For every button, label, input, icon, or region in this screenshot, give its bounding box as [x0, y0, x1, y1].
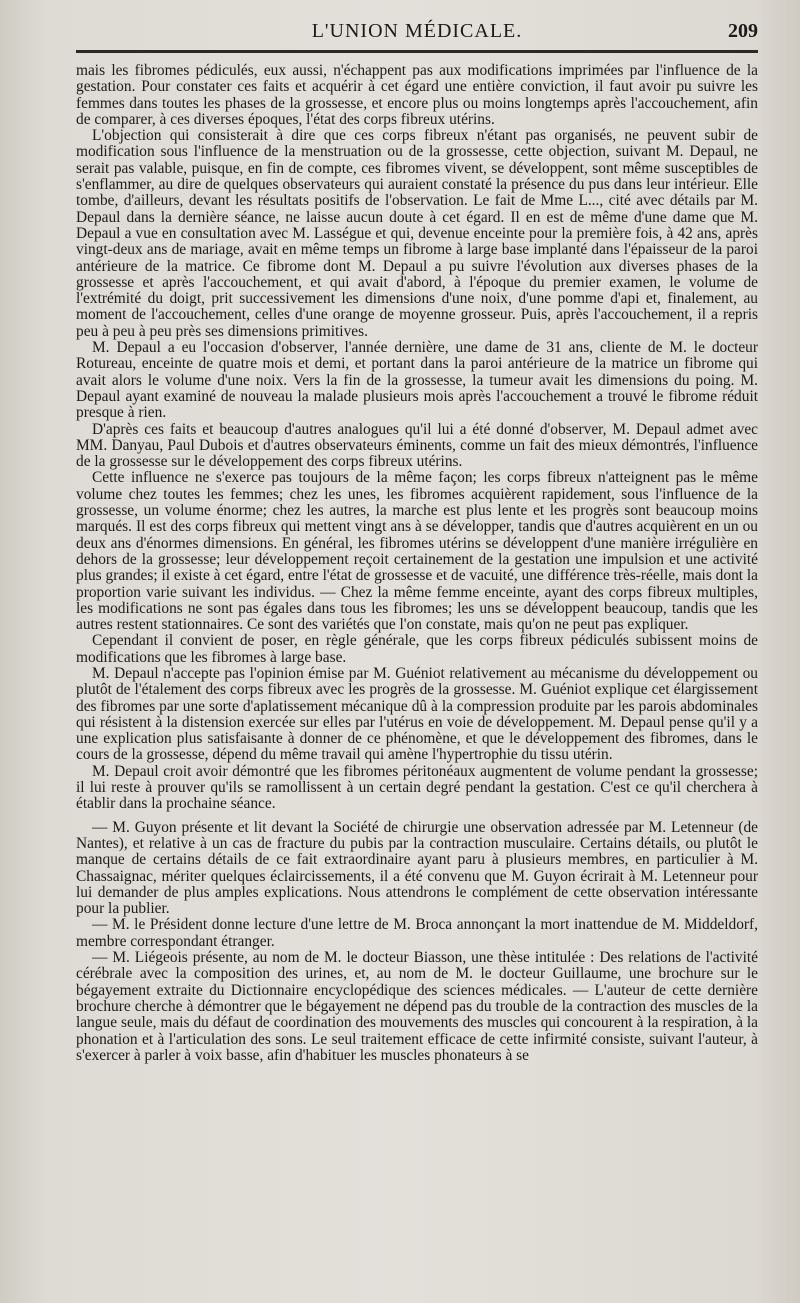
- paragraph-3: M. Depaul a eu l'occasion d'observer, l'année dernière, une dame de 31 ans, cliente de M. le docteur Rotureau, enceinte de quatre mois et demi, et portant dans la paroi antérieure de la matrice un fibrome qui avait alors le volume d'une noix. Vers la fin de la grossesse, la tumeur avait les dimensions du poing. M. Depaul ayant examiné de nouveau la malade plusieurs mois après l'accouchement a trouvé le fibrome réduit presque à rien.: [76, 339, 758, 422]
- paragraph-7: M. Depaul n'accepte pas l'opinion émise par M. Guéniot relativement au mécanisme du développement ou plutôt de l'étalement des corps fibreux avec les progrès de la grossesse. M. Guéniot explique cet élargissement des fibromes par une sorte d'aplatissement mécanique dû à la compression produite par les parois abdominales qui résistent à la distension exercée sur elles par l'utérus en voie de développement. M. Depaul pense qu'il y a une explication plus satisfaisante à donner de ce phénomène, et que le développement des fibromes, dans le cours de la grossesse, dépend du même travail qui amène l'hypertrophie du tissu utérin.: [76, 664, 758, 764]
- paragraph-1: mais les fibromes pédiculés, eux aussi, n'échappent pas aux modifications imprimées par l'influence de la gestation. Pour constater ces faits et acquérir à cet égard une entière conviction, il faut avoir pu suivre les femmes dans toutes les phases de la grossesse, et encore plus ou moins longtemps après l'accouchement, afin de comparer, à ces diverses époques, l'état des corps fibreux utérins.: [76, 62, 758, 128]
- paragraph-4: D'après ces faits et beaucoup d'autres analogues qu'il lui a été donné d'observer, M. Depaul admet avec MM. Danyau, Paul Dubois et d'autres observateurs éminents, comme un fait des mieux démontrés, l'influence de la grossesse sur le développement des corps fibreux utérins.: [76, 420, 758, 471]
- paragraph-5: Cette influence ne s'exerce pas toujours de la même façon; les corps fibreux n'atteignent pas le même volume chez toutes les femmes; chez les unes, les fibromes acquièrent rapidement, sous l'influence de la grossesse, un volume énorme; chez les autres, la marche est plus lente et les progrès sont beaucoup moins marqués. Il est des corps fibreux qui mettent vingt ans à se développer, tandis que d'autres acquièrent en un ou deux ans d'énormes dimensions. En général, les fibromes utérins se développent d'une manière irrégulière en dehors de la grossesse; leur développement reçoit certainement de la gestation une impulsion et une activité plus grandes; il existe à cet égard, entre l'état de grossesse et de vacuité, une différence très-réelle, mais dont la proportion varie suivant les individus. — Chez la même femme enceinte, ayant des corps fibreux multiples, les modifications ne sont pas égales dans tous les fibromes; les uns se développent beaucoup, tandis que les autres restent stationnaires. Ce sont des variétés que l'on constate, mais qu'on ne peut pas expliquer.: [76, 469, 758, 634]
- page-header: [76, 12, 758, 50]
- paragraph-guyon: — M. Guyon présente et lit devant la Société de chirurgie une observation adressée par M. Letenneur (de Nantes), et relative à un cas de fracture du pubis par la contraction musculaire. Certains détails, ou plutôt le manque de certains détails de ce fait extraordinaire ayant paru à plusieurs membres, en particulier à M. Chassaignac, mériter quelques éclaircissements, il a été convenu que M. Guyon écrirait à M. Letenneur pour lui demander de plus amples explications. Nous attendrons le complément de cette observation intéressante pour la publier.: [76, 818, 758, 918]
- header-rule: [76, 50, 758, 53]
- body-text: [76, 63, 758, 1064]
- paragraph-liegeois: — M. Liégeois présente, au nom de M. le docteur Biasson, une thèse intitulée : Des relations de l'activité cérébrale avec la composition des urines, et, au nom de M. le docteur Guillaume, une brochure sur le bégayement extraite du Dictionnaire encyclopédique des sciences médicales. — L'auteur de cette dernière brochure cherche à démontrer que le bégayement ne dépend pas du trouble de la contraction des muscles de la langue seule, mais du défaut de coordination des mouvements des muscles qui concourent à la respiration, à la phonation et à l'articulation des sons. Le seul traitement efficace de cette infirmité consiste, suivant l'auteur, à s'exercer à parler à voix basse, afin d'habituer les muscles phonateurs à se: [76, 949, 758, 1064]
- running-title: L'UNION MÉDICALE.: [311, 20, 523, 42]
- paragraph-8: M. Depaul croit avoir démontré que les fibromes péritonéaux augmentent de volume pendant la grossesse; il lui reste à prouver qu'ils se ramollissent à un certain degré pendant la gestation. C'est ce qu'il cherchera à établir dans la prochaine séance.: [76, 762, 758, 813]
- page-number: 209: [728, 20, 758, 42]
- paragraph-2: L'objection qui consisterait à dire que ces corps fibreux n'étant pas organisés, ne peuvent subir de modification sous l'influence de la menstruation ou de la grossesse, cette objection, suivant M. Depaul, ne serait pas valable, puisque, en fin de compte, ces fibromes vivent, se développent, sont même susceptibles de s'enflammer, au dire de quelques observateurs qui auraient constaté la présence du pus dans leur intérieur. Elle tombe, d'ailleurs, devant les résultats positifs de l'observation. Le fait de Mme L..., cité avec détails par M. Depaul dans la dernière séance, ne laisse aucun doute à cet égard. Il en est de même d'une dame que M. Depaul a vue en consultation avec M. Lasségue et qui, devenue enceinte pour la première fois, à 42 ans, après vingt-deux ans de mariage, avait en même temps un fibrome à large base implanté dans l'épaisseur de la paroi antérieure de la matrice. Ce fibrome dont M. Depaul a pu suivre l'évolution aux diverses phases de la grossesse et après l'accouchement, et qui avait d'abord, à l'époque du premier examen, le volume de l'extrémité du doigt, prit successivement les dimensions d'une noix, d'une pomme d'api et, finalement, au moment de l'accouchement, celles d'une orange de moyenne grosseur. Puis, après l'accouchement, il a repris peu à peu à peu près ses dimensions primitives.: [76, 127, 758, 340]
- paragraph-president: — M. le Président donne lecture d'une lettre de M. Broca annonçant la mort inattendue de M. Middeldorf, membre correspondant étranger.: [76, 916, 758, 950]
- paragraph-6: Cependant il convient de poser, en règle générale, que les corps fibreux pédiculés subissent moins de modifications que les fibromes à large base.: [76, 632, 758, 666]
